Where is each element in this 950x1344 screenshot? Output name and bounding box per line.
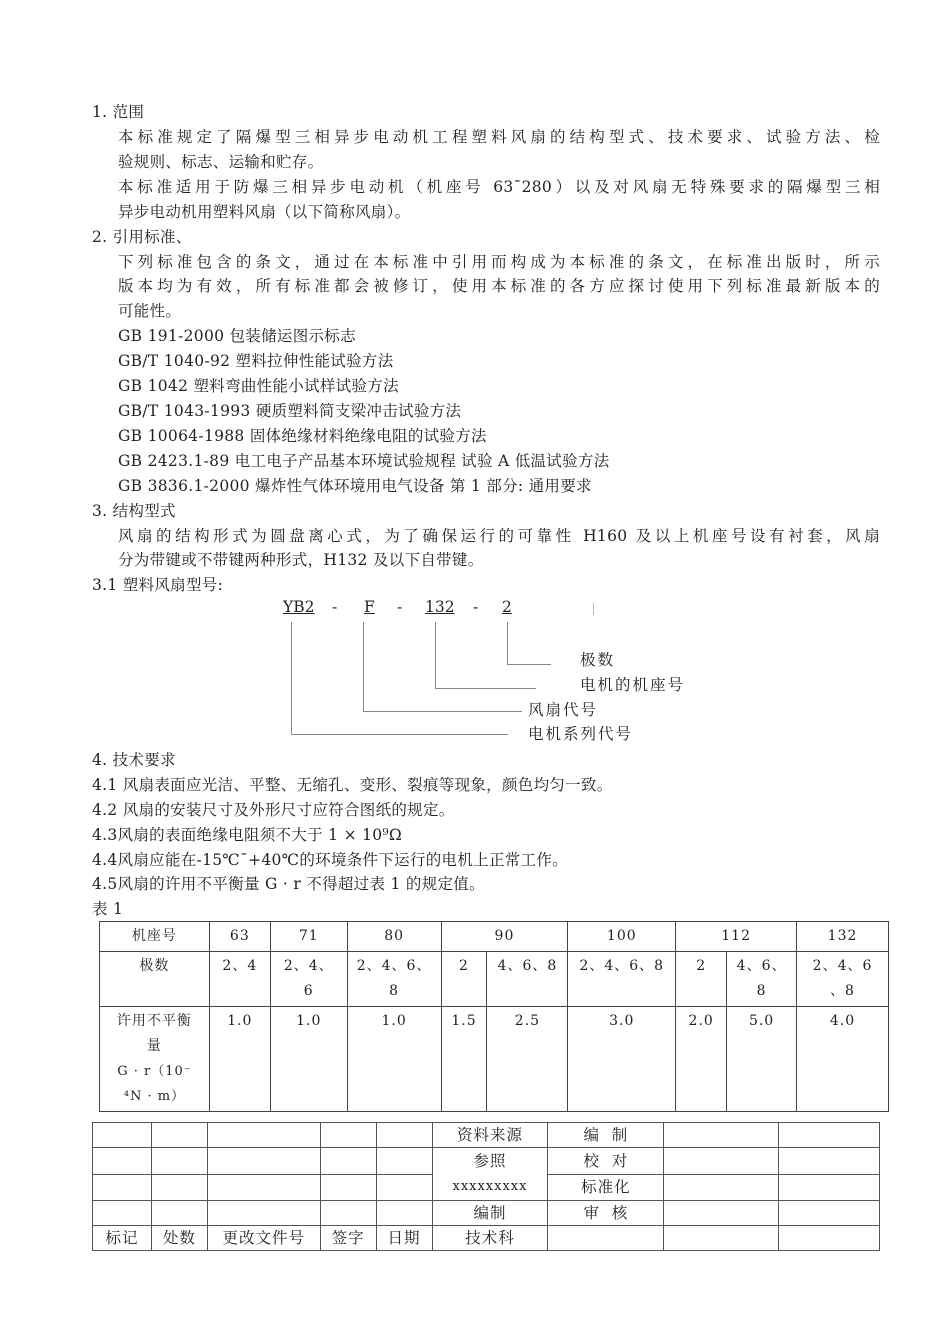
requirement-item: 4.2 风扇的安装尺寸及外形尺寸应符合图纸的规定。 xyxy=(92,801,455,819)
table-row xyxy=(93,1123,880,1148)
col-header: 标记 xyxy=(93,1226,152,1251)
standard-ref: GB 191-2000 包装储运图示标志 xyxy=(118,327,356,345)
model-separator: - xyxy=(332,598,338,616)
poles-cell: 2 xyxy=(441,952,487,1007)
poles-cell: 2、4、6、 8 xyxy=(347,952,441,1007)
section-3-1-heading: 3.1 塑料风扇型号: xyxy=(92,576,224,594)
standard-ref: GB 2423.1-89 电工电子产品基本环境试验规程 试验 A 低温试验方法 xyxy=(118,452,610,470)
section-3-heading: 3. 结构型式 xyxy=(92,502,176,520)
col-header: 签字 xyxy=(320,1226,376,1251)
table-row xyxy=(93,1201,880,1226)
sign-role: 标准化 xyxy=(548,1174,664,1201)
model-part-fan: F xyxy=(364,598,375,616)
value-cell: 1.0 xyxy=(347,1007,441,1112)
revision-table xyxy=(92,1122,880,1251)
model-part-poles: 2 xyxy=(502,598,512,616)
standard-ref: GB/T 1040-92 塑料拉伸性能试验方法 xyxy=(118,352,394,370)
compiled-label: 编制 xyxy=(432,1201,548,1226)
model-separator: - xyxy=(473,598,479,616)
sign-role: 编 制 xyxy=(548,1123,664,1148)
section-3-text: 分为带键或不带键两种形式，H132 及以下自带键。 xyxy=(118,551,484,569)
connector-line xyxy=(291,622,508,735)
section-2-text: 版本均为有效，所有标准都会被修订，使用本标准的各方应探讨使用下列标准最新版本的 xyxy=(118,277,880,295)
section-2-text: 下列标准包含的条文，通过在本标准中引用而构成为本标准的条文，在标准出版时，所示 xyxy=(118,253,880,271)
table-row xyxy=(93,1148,880,1175)
row-header: 许用不平衡 量 G · r（10⁻ ⁴N · m） xyxy=(100,1007,210,1112)
label-poles: 极数 xyxy=(580,651,616,669)
frame-cell: 80 xyxy=(347,922,441,952)
section-1-heading: 1. 范围 xyxy=(92,103,145,121)
poles-cell: 2、4、 6 xyxy=(270,952,347,1007)
section-1-text: 本标准适用于防爆三相异步电动机（机座号 63¯280）以及对风扇无特殊要求的隔爆型三相 xyxy=(118,178,880,196)
standard-ref: GB/T 1043-1993 硬质塑料简支梁冲击试验方法 xyxy=(118,402,462,420)
standard-ref: GB 1042 塑料弯曲性能小试样试验方法 xyxy=(118,377,399,395)
label-series-code: 电机系列代号 xyxy=(528,725,634,743)
poles-cell: 4、6、 8 xyxy=(727,952,797,1007)
poles-cell: 2 xyxy=(676,952,727,1007)
table-row xyxy=(100,1007,889,1112)
table-row xyxy=(100,922,889,952)
cursor-mark xyxy=(593,603,594,615)
frame-cell: 112 xyxy=(676,922,797,952)
frame-cell: 90 xyxy=(441,922,568,952)
poles-cell: 2、4、6、8 xyxy=(568,952,676,1007)
sign-role: 校 对 xyxy=(548,1148,664,1175)
value-cell: 4.0 xyxy=(797,1007,889,1112)
standard-ref: GB 3836.1-2000 爆炸性气体环境用电气设备 第 1 部分: 通用要求 xyxy=(118,477,592,495)
frame-cell: 71 xyxy=(270,922,347,952)
section-2-text: 可能性。 xyxy=(118,302,182,320)
value-cell: 2.5 xyxy=(487,1007,568,1112)
col-header: 处数 xyxy=(151,1226,207,1251)
value-cell: 5.0 xyxy=(727,1007,797,1112)
row-header: 机座号 xyxy=(100,922,210,952)
value-cell: 1.0 xyxy=(209,1007,270,1112)
value-cell: 1.5 xyxy=(441,1007,487,1112)
col-header: 日期 xyxy=(376,1226,432,1251)
frame-cell: 63 xyxy=(209,922,270,952)
section-3-text: 风扇的结构形式为圆盘离心式，为了确保运行的可靠性 H160 及以上机座号设有衬套，风扇 xyxy=(118,527,880,545)
requirement-item: 4.4风扇应能在-15℃¯+40℃的环境条件下运行的电机上正常工作。 xyxy=(92,851,568,869)
section-1-text: 本标准规定了隔爆型三相异步电动机工程塑料风扇的结构型式、技术要求、试验方法、检 xyxy=(118,128,880,146)
reference-cell: 参照 xxxxxxxxx xyxy=(432,1148,548,1201)
label-fan-code: 风扇代号 xyxy=(528,701,599,719)
table-caption: 表 1 xyxy=(92,900,124,918)
frame-cell: 132 xyxy=(797,922,889,952)
frame-cell: 100 xyxy=(568,922,676,952)
value-cell: 1.0 xyxy=(270,1007,347,1112)
poles-cell: 4、6、8 xyxy=(487,952,568,1007)
requirement-item: 4.3风扇的表面绝缘电阻须不大于 1 × 10⁹Ω xyxy=(92,826,403,844)
model-separator: - xyxy=(397,598,403,616)
unbalance-table xyxy=(99,921,889,1112)
model-part-series: YB2 xyxy=(283,598,315,616)
table-row xyxy=(100,952,889,1007)
col-header: 更改文件号 xyxy=(207,1226,320,1251)
table-row xyxy=(93,1226,880,1251)
sign-role: 审 核 xyxy=(548,1201,664,1226)
requirement-item: 4.1 风扇表面应光洁、平整、无缩孔、变形、裂痕等现象，颜色均匀一致。 xyxy=(92,776,613,794)
requirement-item: 4.5风扇的许用不平衡量 G · r 不得超过表 1 的规定值。 xyxy=(92,875,485,893)
source-label: 资料来源 xyxy=(432,1123,548,1148)
section-2-heading: 2. 引用标准、 xyxy=(92,228,192,246)
poles-cell: 2、4 xyxy=(209,952,270,1007)
row-header: 极数 xyxy=(100,952,210,1007)
poles-cell: 2、4、6 、8 xyxy=(797,952,889,1007)
standard-ref: GB 10064-1988 固体绝缘材料绝缘电阻的试验方法 xyxy=(118,427,487,445)
section-4-heading: 4. 技术要求 xyxy=(92,751,176,769)
value-cell: 3.0 xyxy=(568,1007,676,1112)
value-cell: 2.0 xyxy=(676,1007,727,1112)
section-1-text: 验规则、标志、运输和贮存。 xyxy=(118,153,324,171)
section-1-text: 异步电动机用塑料风扇（以下简称风扇）。 xyxy=(118,203,411,221)
label-frame: 电机的机座号 xyxy=(580,676,686,694)
model-part-frame: 132 xyxy=(425,598,455,616)
dept-label: 技术科 xyxy=(432,1226,548,1251)
